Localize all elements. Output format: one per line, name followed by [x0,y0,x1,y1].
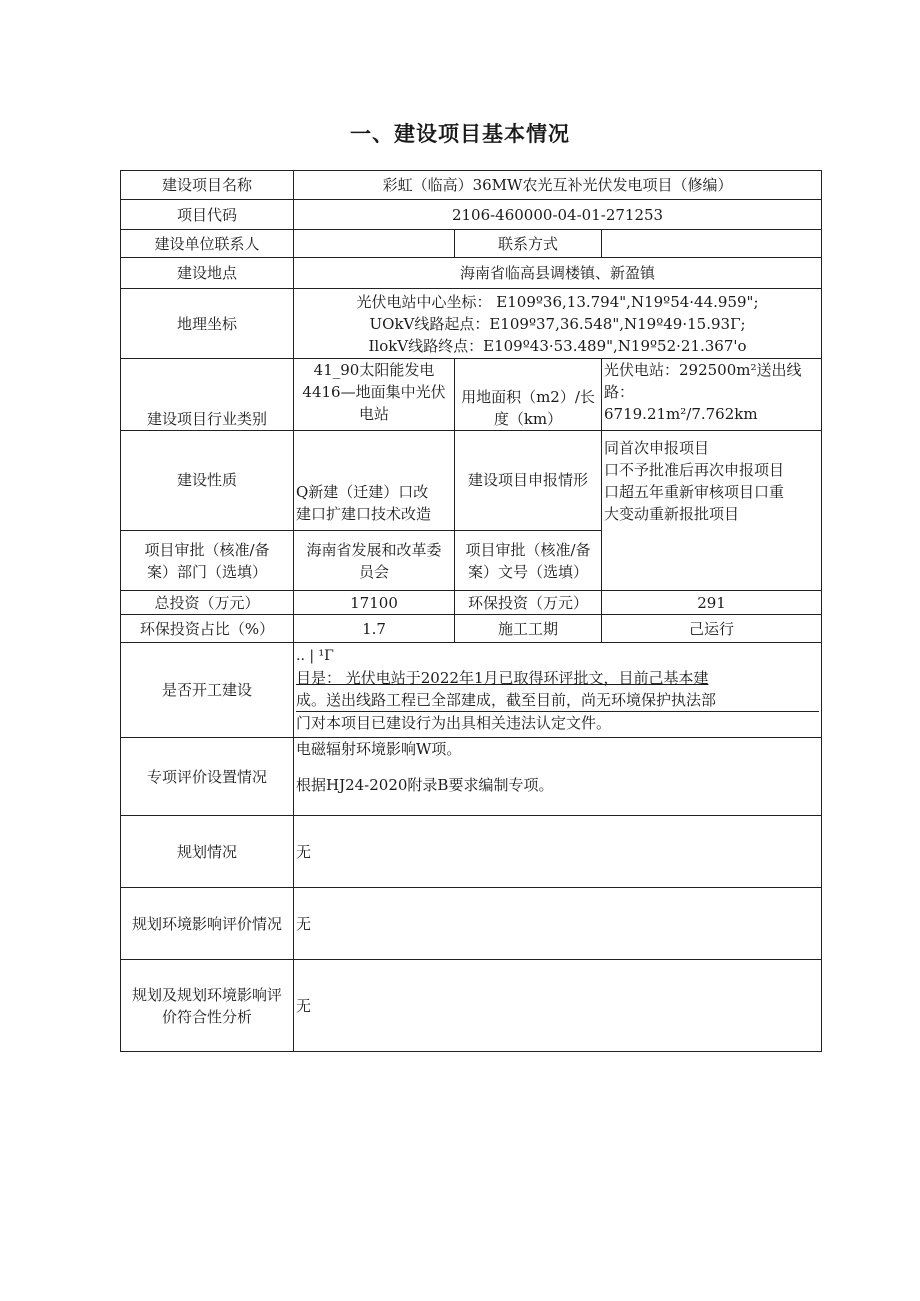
project-name-value: 彩虹（临高）36MW农光互补光伏发电项目（修编） [294,171,822,200]
conformity-label-line-1: 规划及规划环境影响评 [131,985,282,1004]
env-investment-label: 环保投资（万元） [455,591,602,615]
row-nature [121,431,822,531]
approval-dept-line-1: 海南省发展和改革委 [306,540,442,559]
industry-line-3: 电站 [358,405,389,423]
env-investment-value: 291 [602,591,822,615]
report-label: 建设项目申报情形 [455,431,602,531]
started-line-1: .. | ¹Γ [296,648,334,664]
started-value [294,643,822,738]
report-line-3: 口超五年重新审核项目口重 [604,483,785,501]
area-value [602,359,822,431]
area-line-1: 光伏电站：292500m²送出线 [604,361,802,379]
planning-label: 规划情况 [121,816,294,888]
area-label [455,359,602,431]
coord-line-end: IlokV线路终点：E109º43·53.489",N19º52·21.367'o [368,336,747,355]
row-planning [121,816,822,888]
row-project-code [121,200,822,230]
approval-dept-label-line-2: 案）部门（选填） [146,562,267,581]
nature-line-1: Q新建（迁建）口改 [296,483,429,501]
coordinates-value [294,289,822,359]
industry-value [294,359,455,431]
period-value: 己运行 [602,615,822,643]
row-started [121,643,822,738]
nature-line-2: 建口扩建口技术改造 [296,505,432,523]
env-ratio-value: 1.7 [294,615,455,643]
nature-value [294,431,455,531]
approval-no-label-line-1: 项目审批（核准/备 [465,540,591,559]
report-line-1: 同首次申报项目 [604,439,710,457]
location-label: 建设地点 [121,258,294,289]
coordinates-label: 地理坐标 [121,289,294,359]
special-line-2: 根据HJ24-2020附录B要求编制专项。 [296,776,554,794]
investment-value: 17100 [294,591,455,615]
planning-eia-label: 规划环境影响评价情况 [121,888,294,960]
conformity-label [121,960,294,1052]
row-env-ratio [121,615,822,643]
started-line-4: 门对本项目已建设行为出具相关违法认定文件。 [296,714,612,732]
approval-no-label [455,531,602,591]
area-label-line-2: 度（km） [493,410,563,428]
special-value [294,738,822,816]
contact-method-value [602,230,822,258]
contact-method-label: 联系方式 [455,230,602,258]
contact-value [294,230,455,258]
row-contact [121,230,822,258]
approval-dept-label [121,531,294,591]
industry-line-2: 4416—地面集中光伏 [302,383,446,401]
planning-eia-value: 无 [294,888,822,960]
area-label-line-1: 用地面积（m2）/长 [461,388,595,406]
area-line-3: 6719.21m²/7.762km [604,405,758,423]
started-line-2: 目是： 光伏电站于2022年1月已取得环评批文，目前己基本建 [296,669,709,687]
project-name-label: 建设项目名称 [121,171,294,200]
planning-value: 无 [294,816,822,888]
industry-label: 建设项目行业类别 [121,359,294,431]
project-code-value: 2106-460000-04-01-271253 [294,200,822,230]
period-label: 施工工期 [455,615,602,643]
location-value: 海南省临高县调楼镇、新盈镇 [294,258,822,289]
approval-no-label-line-2: 案）文号（选填） [467,562,588,581]
report-line-4: 大变动重新报批项目 [604,505,740,523]
coord-center: 光伏电站中心坐标： E109º36,13.794",N19º54·44.959"; [356,292,759,311]
contact-label: 建设单位联系人 [121,230,294,258]
project-code-label: 项目代码 [121,200,294,230]
row-planning-eia [121,888,822,960]
approval-dept-label-line-1: 项目审批（核准/备 [144,540,270,559]
coord-line-start: UOkV线路起点：E109º37,36.548",N19º49·15.93Γ; [369,314,746,333]
row-coordinates [121,289,822,359]
row-investment [121,591,822,615]
industry-line-1: 41_90太阳能发电 [313,361,435,379]
approval-dept-value [294,531,455,591]
started-label: 是否开工建设 [121,643,294,738]
env-ratio-label: 环保投资占比（%） [121,615,294,643]
conformity-value: 无 [294,960,822,1052]
project-info-table [120,170,822,1052]
special-label: 专项评价设置情况 [121,738,294,816]
area-line-2: 路： [604,383,635,401]
investment-label: 总投资（万元） [121,591,294,615]
row-special [121,738,822,816]
approval-dept-line-2: 员会 [358,562,389,581]
row-project-name [121,171,822,200]
conformity-label-line-2: 价符合性分析 [161,1007,252,1026]
special-line-1: 电磁辐射环境影响W项。 [296,740,462,758]
report-value [602,431,822,591]
row-conformity [121,960,822,1052]
started-line-3: 成。送出线路工程已全部建成，截至目前，尚无环境保护执法部 [296,689,819,712]
row-location [121,258,822,289]
report-line-2: 口不予批准后再次申报项目 [604,461,785,479]
row-industry [121,359,822,431]
page-title: 一、建设项目基本情况 [350,122,570,146]
nature-label: 建设性质 [121,431,294,531]
